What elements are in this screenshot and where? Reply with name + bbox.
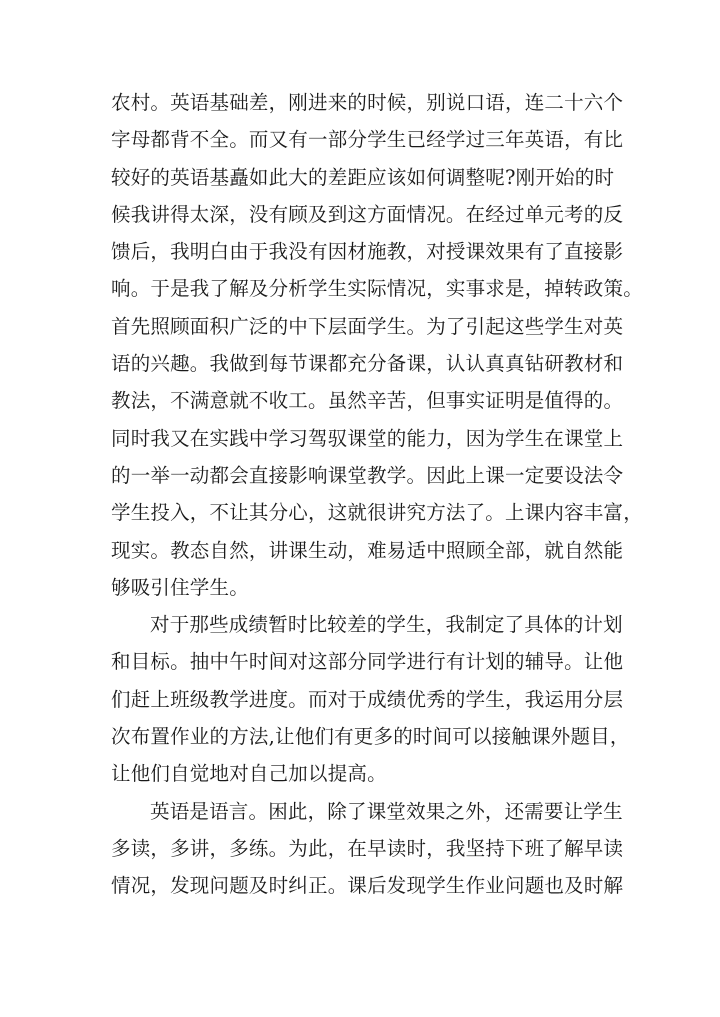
- text-line: 响。于是我了解及分析学生实际情况，实事求是，掉转政策。: [111, 277, 643, 301]
- text-line: 学生投入，不让其分心，这就很讲究方法了。上课内容丰富，: [111, 501, 643, 525]
- paragraph-2: [111, 606, 630, 792]
- text-line: 多读，多讲，多练。为此，在早读时，我坚持下班了解早读: [111, 836, 624, 860]
- text-line: 馈后，我明白由于我没有因材施教，对授课效果有了直接影: [111, 240, 624, 264]
- text-line: 教法，不满意就不收工。虽然辛苦，但事实证明是值得的。: [111, 389, 624, 413]
- text-line: 同时我又在实践中学习驾驭课堂的能力，因为学生在课堂上: [111, 426, 624, 450]
- text-line: 字母都背不全。而又有一部分学生已经学过三年英语，有比: [111, 128, 624, 152]
- text-line: 农村。英语基础差，刚进来的时候，别说口语，连二十六个: [111, 91, 624, 114]
- paragraph-1: [111, 84, 643, 606]
- text-line: 候我讲得太深，没有顾及到这方面情况。在经过单元考的反: [111, 202, 624, 226]
- text-line: 语的兴趣。我做到每节课都充分备课，认认真真钻研教材和: [111, 352, 624, 376]
- document-body: [111, 84, 643, 905]
- text-line: 现实。教态自然，讲课生动，难易适中照顾全部，就自然能: [111, 538, 624, 562]
- text-line: 首先照顾面积广泛的中下层面学生。为了引起这些学生对英: [111, 314, 624, 338]
- text-line: 们赶上班级教学进度。而对于成绩优秀的学生，我运用分层: [111, 687, 624, 711]
- paragraph-3: [111, 793, 624, 905]
- text-line: 够吸引住学生。: [111, 575, 249, 599]
- text-line: 次布置作业的方法,让他们有更多的时间可以接触课外题目，: [111, 725, 630, 749]
- text-line: 的一举一动都会直接影响课堂教学。因此上课一定要设法令: [111, 463, 624, 487]
- text-line: 和目标。抽中午时间对这部分同学进行有计划的辅导。让他: [111, 650, 624, 674]
- text-line: 情况，发现问题及时纠正。课后发现学生作业问题也及时解: [111, 874, 624, 898]
- text-line: 英语是语言。困此，除了课堂效果之外，还需要让学生: [150, 799, 623, 823]
- text-line: 较好的英语基矗如此大的差距应该如何调整呢?刚开始的时: [111, 165, 615, 189]
- text-line: 让他们自觉地对自己加以提高。: [111, 762, 387, 786]
- text-line: 对于那些成绩暂时比较差的学生，我制定了具体的计划: [150, 613, 623, 637]
